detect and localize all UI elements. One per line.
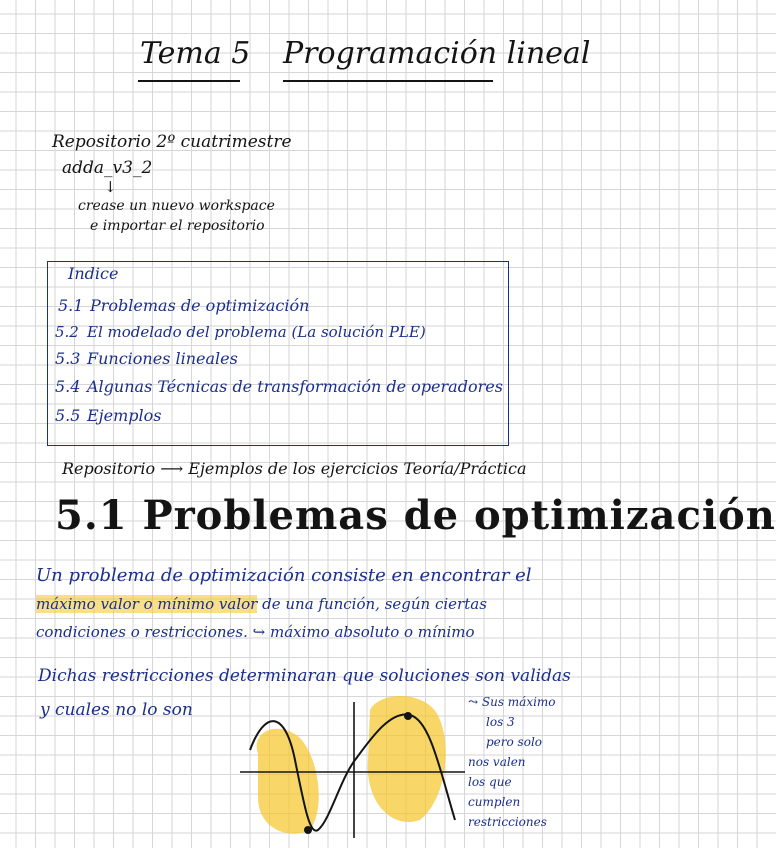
title-underline <box>283 80 493 82</box>
index-item-label: Ejemplos <box>87 406 162 425</box>
side-note-line: los 3 <box>486 715 515 729</box>
paragraph-line <box>36 595 487 613</box>
paragraph-line: Dichas restricciones determinaran que soluciones son validas <box>38 666 571 686</box>
title-tema: Tema 5 <box>140 36 251 71</box>
minimum-point <box>304 826 312 834</box>
section-heading: 5.1 Problemas de optimización <box>55 492 776 539</box>
repo-examples-line: Repositorio ⟶ Ejemplos de los ejercicios Teoría/Práctica <box>62 459 527 478</box>
function-sketch <box>230 690 470 840</box>
index-item-number: 5.4 <box>55 377 81 396</box>
side-note-line: los que <box>468 775 512 789</box>
arrow-down-icon: ↓ <box>104 178 117 196</box>
index-title: Indice <box>68 264 119 283</box>
index-item-label: El modelado del problema (La solución PLE) <box>87 323 426 341</box>
repo-name: adda_v3_2 <box>62 158 153 178</box>
maximum-point <box>404 712 412 720</box>
side-note-line: nos valen <box>468 755 526 769</box>
index-item <box>58 296 309 315</box>
index-item-label: Algunas Técnicas de transformación de operadores <box>87 377 503 396</box>
side-note-line: restricciones <box>468 815 547 829</box>
side-note-line: ⤳ Sus máximo <box>468 695 556 709</box>
index-item <box>55 406 161 425</box>
index-item-number: 5.2 <box>55 323 79 341</box>
title-underline <box>138 80 240 82</box>
paragraph-line: condiciones o restricciones. ↪ máximo absoluto o mínimo <box>36 623 475 641</box>
side-note <box>468 692 568 832</box>
index-item-number: 5.3 <box>55 349 81 368</box>
index-item-label: Problemas de optimización <box>90 296 310 315</box>
highlighted-text: máximo valor o mínimo valor <box>36 595 258 613</box>
paragraph-text: de una función, según ciertas <box>257 595 487 613</box>
title-topic: Programación lineal <box>283 36 591 71</box>
index-item <box>55 323 426 341</box>
index-item <box>55 377 503 396</box>
repo-note: crease un nuevo workspace <box>78 198 275 214</box>
index-item-label: Funciones lineales <box>87 349 238 368</box>
repo-line: Repositorio 2º cuatrimestre <box>52 132 292 152</box>
side-note-line: pero solo <box>486 735 543 749</box>
repo-note: e importar el repositorio <box>90 218 265 234</box>
index-item <box>55 349 238 368</box>
side-note-line: cumplen <box>468 795 521 809</box>
paragraph-line: y cuales no lo son <box>40 700 193 720</box>
paragraph-line: Un problema de optimización consiste en encontrar el <box>36 565 532 586</box>
index-item-number: 5.1 <box>58 296 84 315</box>
index-item-number: 5.5 <box>55 406 81 425</box>
